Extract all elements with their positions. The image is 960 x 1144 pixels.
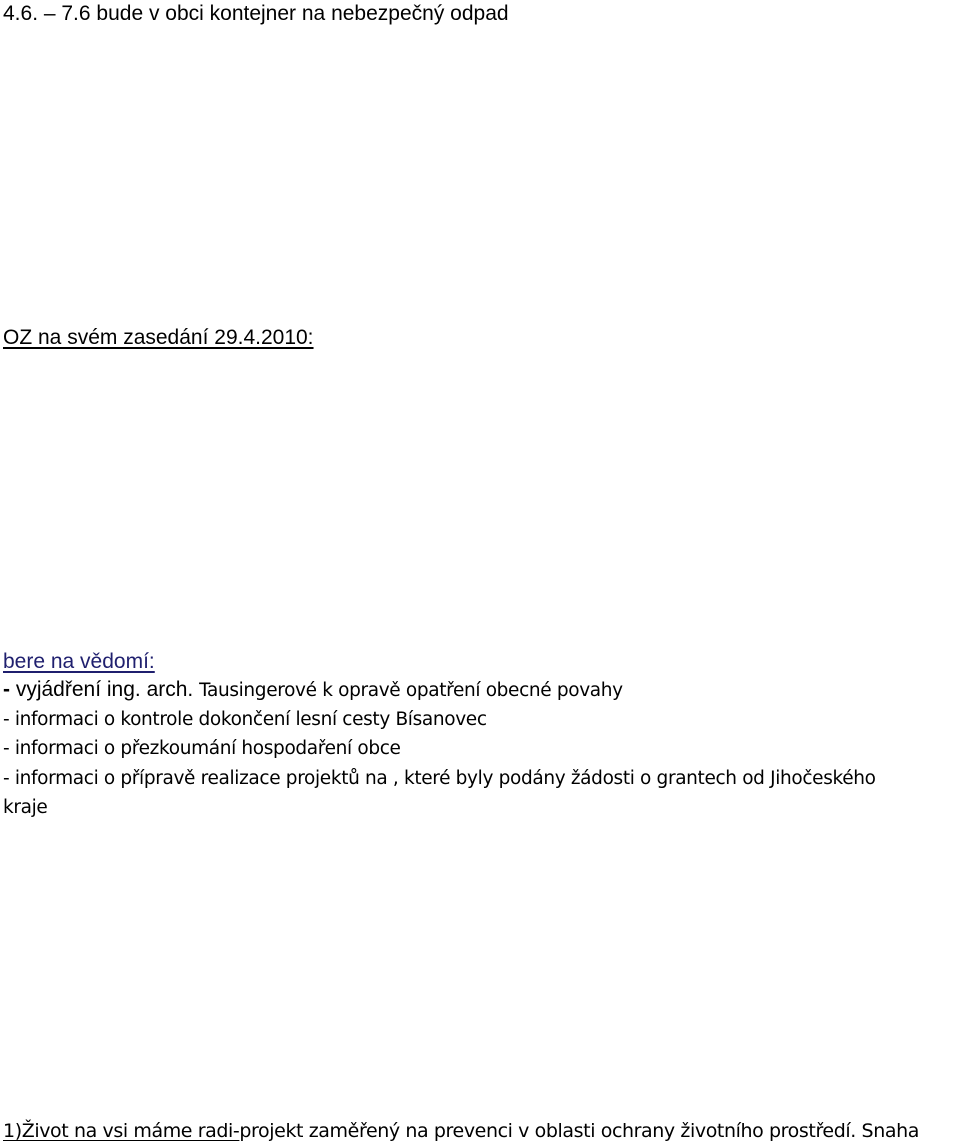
- note-item-text-end: Tausingerové k opravě opatření obecné povahy: [199, 680, 623, 701]
- note-item-text-start: vyjádření ing. arch.: [10, 678, 200, 701]
- note-item-forest-road: - informaci o kontrole dokončení lesní cesty Bísanovec: [3, 709, 487, 730]
- note-item-audit: - informaci o přezkoumání hospodaření obce: [3, 738, 401, 759]
- note-item-statement: [3, 679, 623, 701]
- project-description: projekt zaměřený na prevenci v oblasti ochrany životního prostředí. Snaha: [239, 1120, 919, 1142]
- note-item-projects-continued: kraje: [3, 797, 48, 818]
- note-item-dash: -: [3, 678, 10, 701]
- project-title: 1)Život na vsi máme radi-: [3, 1120, 240, 1142]
- meeting-title: OZ na svém zasedání 29.4.2010:: [3, 326, 314, 349]
- notes-heading: [3, 651, 155, 672]
- note-item-projects: - informaci o přípravě realizace projektů na , které byly podány žádosti o grantech od Jihočeského: [3, 768, 876, 789]
- project-paragraph: [3, 1122, 919, 1141]
- announcement-heading: 4.6. – 7.6 bude v obci kontejner na nebezpečný odpad: [3, 2, 509, 25]
- notes-heading-label: bere na vědomí:: [3, 650, 155, 673]
